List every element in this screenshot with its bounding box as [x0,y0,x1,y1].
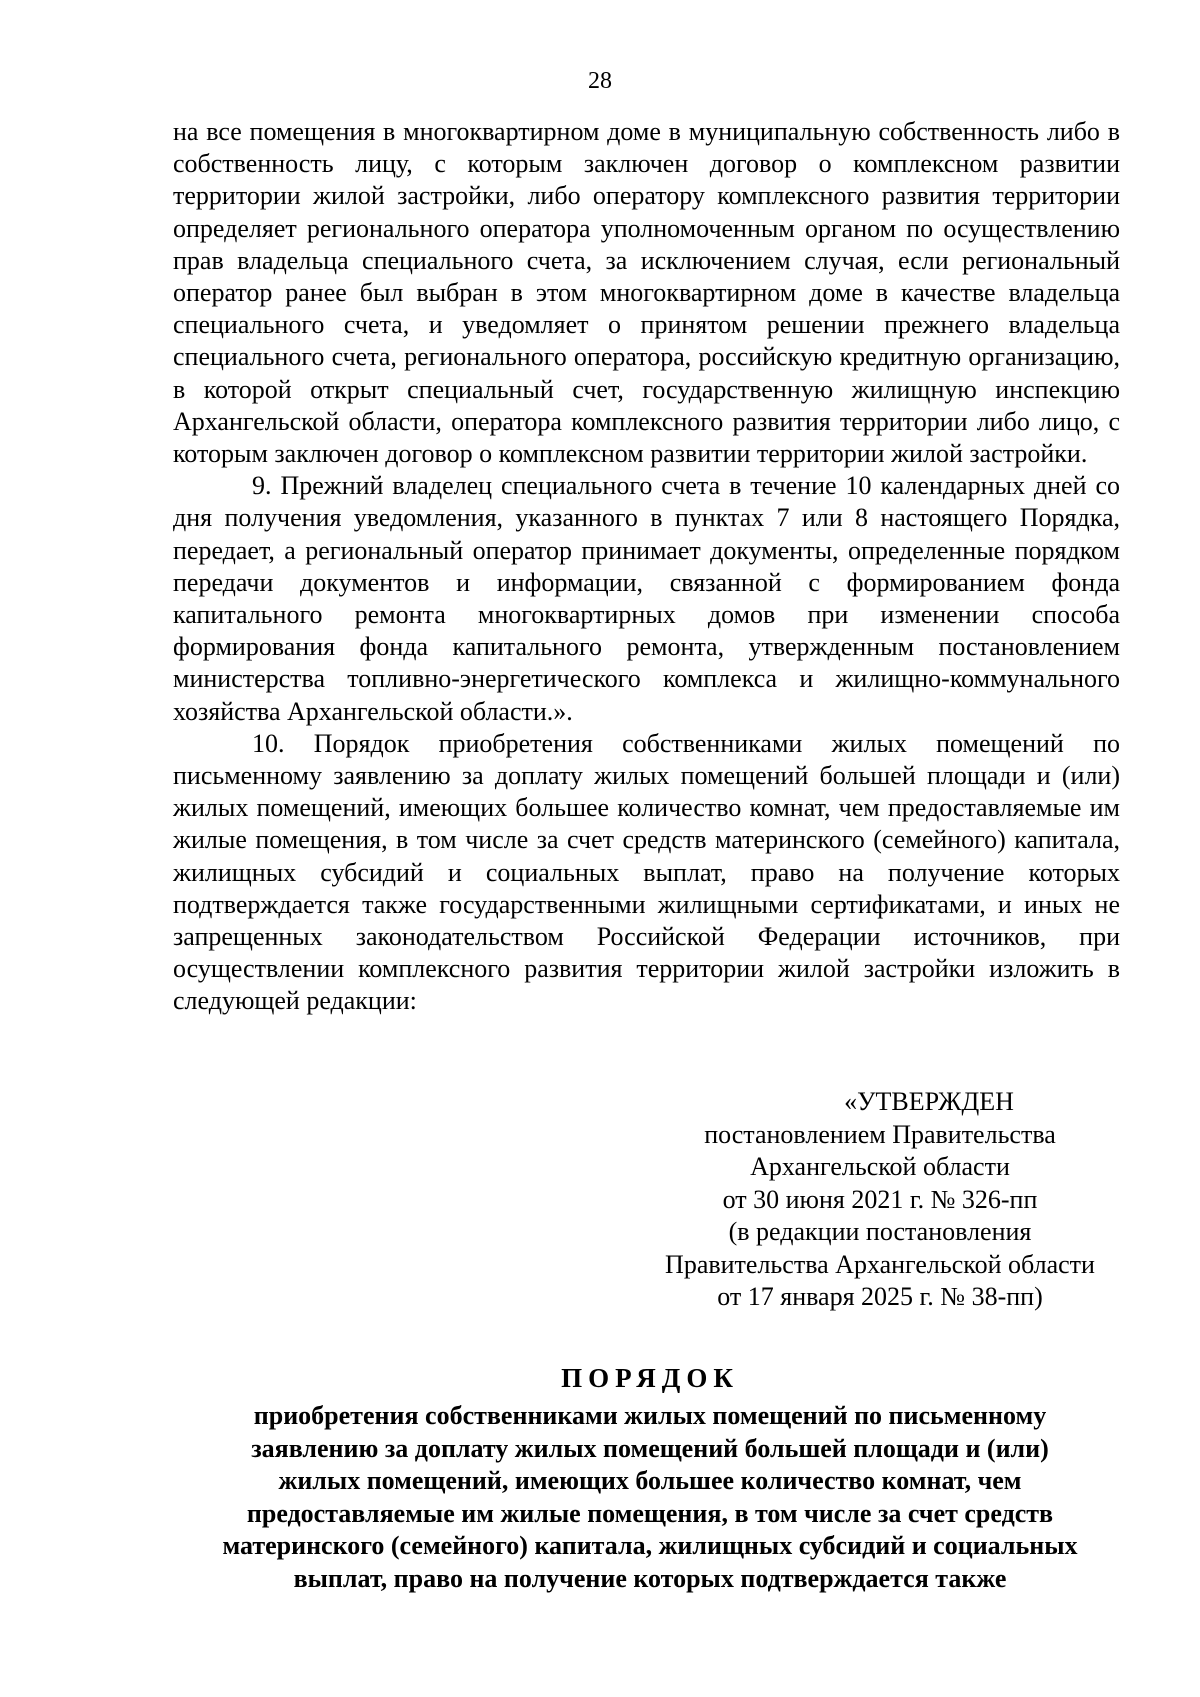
document-title: ПОРЯДОК [561,1363,739,1393]
approval-line: Архангельской области [750,1152,1010,1181]
subtitle-line: приобретения собственниками жилых помещений по письменному [253,1401,1047,1430]
subtitle-line: предоставляемые им жилые помещения, в том числе за счет средств [246,1498,1054,1528]
body-text [173,116,1120,1018]
document-subtitle [170,1400,1130,1595]
paragraph-item-9: 9. Прежний владелец специального счета в течение 10 календарных дней со дня получения уведомления, указанного в пунктах 7 или 8 настоящего Порядка, передает, а региональный оператор принимает документы, определенные порядком передачи документов и информации, связанной с формированием фонда капитального ремонта многоквартирных домов при изменении способа формирования фонда капитального ремонта, утвержденным постановлением министерства топливно-энергетического комплекса и жилищно-коммунального хозяйства Архангельской области.». [173,471,1120,726]
subtitle-line: выплат, право на получение которых подтверждается также [293,1563,1007,1593]
subtitle-line: жилых помещений, имеющих большее количество комнат, чем [278,1466,1022,1495]
paragraph-item-10: 10. Порядок приобретения собственниками жилых помещений по письменному заявлению за доплату жилых помещений большей площади и (или) жилых помещений, имеющих большее количество комнат, чем предоставляемые им жилые помещения, в том числе за счет средств материнского (семейного) капитала, жилищных субсидий и социальных выплат, право на получение которых подтверждается также государственными жилищными сертификатами, и иных не запрещенных законодательством Российской Федерации источников, при осуществлении комплексного развития территории жилой застройки изложить в следующей редакции: [173,728,1120,1016]
subtitle-line: материнского (семейного) капитала, жилищных субсидий и социальных [222,1531,1078,1560]
subtitle-line: заявлению за доплату жилых помещений большей площади и (или) [251,1433,1049,1463]
approval-line: постановлением Правительства [704,1119,1056,1149]
approval-line: (в редакции постановления [728,1217,1032,1246]
approval-block [640,1086,1120,1314]
page-number: 28 [588,68,612,94]
approval-line: от 30 июня 2021 г. № 326-пп [722,1184,1038,1214]
approval-line: «УТВЕРЖДЕН [844,1087,1014,1116]
paragraph-continuation: на все помещения в многоквартирном доме в муниципальную собственность либо в собственность лицу, с которым заключен договор о комплексном развитии территории жилой застройки, либо оператору комплексного развития территории определяет регионального оператора уполномоченным органом по осуществлению прав владельца специального счета, за исключением случая, если региональный оператор ранее был выбран в этом многоквартирном доме в качестве владельца специального счета, и уведомляет о принятом решении прежнего владельца специального счета, регионального оператора, российскую кредитную организацию, в которой открыт специальный счет, государственную жилищную инспекцию Архангельской области, оператора комплексного развития территории либо лицо, с которым заключен договор о комплексном развитии территории жилой застройки. [173,117,1120,469]
approval-line: от 17 января 2025 г. № 38-пп) [717,1282,1043,1311]
approval-line: Правительства Архангельской области [665,1249,1095,1279]
